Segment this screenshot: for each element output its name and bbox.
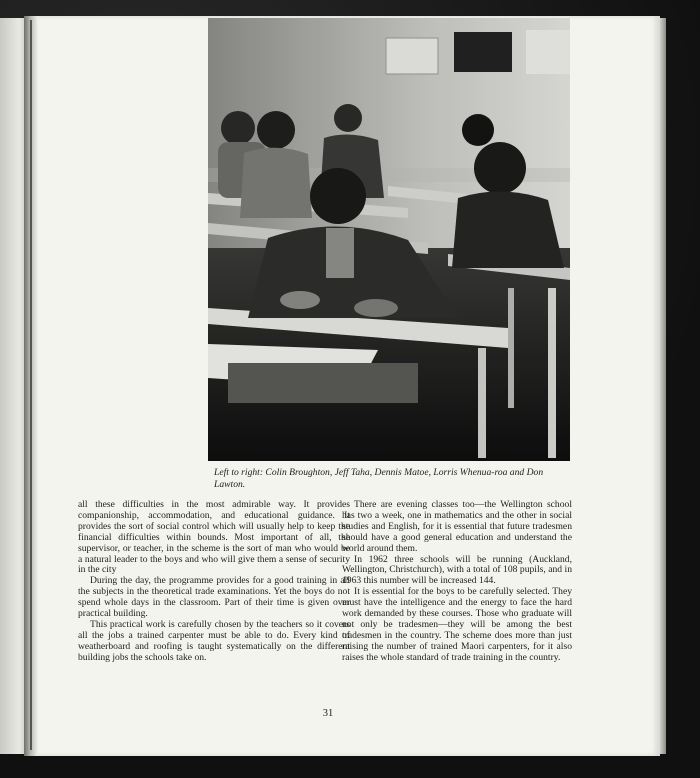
magazine-page <box>38 16 660 756</box>
left-text-column <box>78 500 350 664</box>
paragraph: It is essential for the boys to be carefully selected. They must have the intelligence and the energy to face the hard work demanded by these courses. Those who graduate will not only be tradesmen—they will be among the best tradesmen in the country. The scheme does more than just raising the number of trained Maori carpenters, for it also raises the whole standard of trade training in the country. <box>342 586 572 663</box>
paragraph: This practical work is carefully chosen by the teachers so it covers all the jobs a trained carpenter must be able to do. Every kind of weatherboard and roofing is taught systematically on the different building jobs the schools take on. <box>78 618 350 663</box>
paragraph: In 1962 three schools will be running (Auckland, Wellington, Christchurch), with a total of 108 pupils, and in 1963 this number will be increased 144. <box>342 553 572 587</box>
page-number: 31 <box>322 708 334 719</box>
photo-caption: Left to right: Colin Broughton, Jeff Taha, Dennis Matoe, Lorris Whenua-roa and Don Lawton. <box>214 467 544 490</box>
page-right-edge <box>660 18 666 754</box>
photo-illustration <box>208 18 570 461</box>
right-text-column <box>342 500 572 664</box>
facing-page-edge <box>0 18 24 754</box>
classroom-photograph <box>208 18 570 461</box>
gutter-shadow-line <box>30 20 32 750</box>
paragraph: During the day, the programme provides for a good training in all the subjects in the theoretical trade examinations. Yet the boys do not spend whole days in the classroom. Part of their time is given over practical building. <box>78 575 350 620</box>
paragraph: all these difficulties in the most admirable way. It provides companionship, accommodation, and educational guidance. It provides the sort of social control which will usually help to keep the financial difficulties within bounds. Most important of all, the supervisor, or teacher, in the scheme is the sort of man who would be a natural leader to the boys and who will give them a sense of security in the city <box>78 499 350 576</box>
paragraph: There are evening classes too—the Wellington school has two a week, one in mathematics and the other in social studies and English, for it is essential that future tradesmen should have a good general education and understand the world around them. <box>342 499 572 554</box>
